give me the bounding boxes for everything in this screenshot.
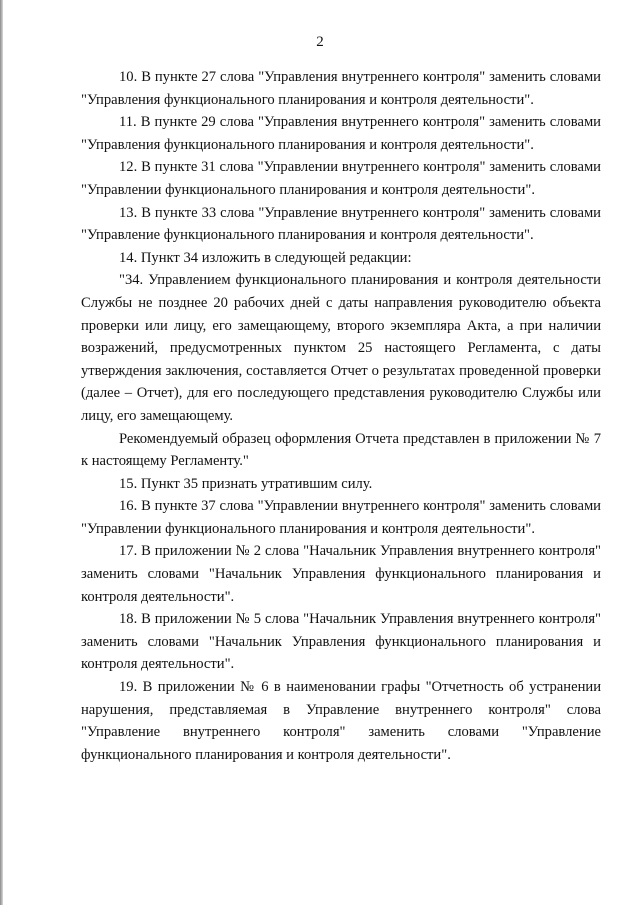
paragraph-item-17: 17. В приложении № 2 слова "Начальник Управления внутреннего контроля" заменить словами "Начальник Управления функционального планирования и контроля деятельности". — [81, 543, 601, 605]
paragraph-item-15: 15. Пункт 35 признать утратившим силу. — [119, 475, 373, 492]
document-body — [81, 66, 601, 766]
paragraph-quoted-point-34: "34. Управлением функционального планирования и контроля деятельности Службы не позднее 20 рабочих дней с даты направления руководителю объекта проверки или лицу, его замещающему, второго экземпляра Акта, а при наличии возражений, предусмотренных пунктом 25 настоящего Регламента, с даты утверждения заключения, составляется Отчет о результатах проведенной проверки (далее – Отчет), для его последующего представления руководителю Службы или лицу, его замещающему. — [81, 272, 601, 424]
paragraph-item-13: 13. В пункте 33 слова "Управление внутреннего контроля" заменить словами "Управление функционального планирования и контроля деятельности". — [81, 204, 601, 244]
paragraph-item-14: 14. Пункт 34 изложить в следующей редакции: — [119, 249, 412, 266]
paragraph-report-sample-note: Рекомендуемый образец оформления Отчета представлен в приложении № 7 к настоящему Регламенту." — [81, 430, 601, 470]
page-number: 2 — [316, 34, 324, 50]
paragraph-item-19: 19. В приложении № 6 в наименовании графы "Отчетность об устранении нарушения, представляемая в Управление внутреннего контроля" слова "Управление внутреннего контроля" заменить словами "Управление функционального планирования и контроля деятельности". — [81, 679, 601, 763]
paragraph-item-11: 11. В пункте 29 слова "Управления внутреннего контроля" заменить словами "Управления функционального планирования и контроля деятельности". — [81, 114, 601, 153]
scan-page-edge — [0, 0, 3, 905]
paragraph-item-16: 16. В пункте 37 слова "Управлении внутреннего контроля" заменить словами "Управлении функционального планирования и контроля деятельности". — [81, 498, 601, 537]
paragraph-item-18: 18. В приложении № 5 слова "Начальник Управления внутреннего контроля" заменить словами "Начальник Управления функционального планирования и контроля деятельности". — [81, 611, 601, 673]
paragraph-item-12: 12. В пункте 31 слова "Управлении внутреннего контроля" заменить словами "Управлении функционального планирования и контроля деятельности". — [81, 159, 601, 198]
paragraph-item-10: 10. В пункте 27 слова "Управления внутреннего контроля" заменить словами "Управления функционального планирования и контроля деятельности". — [81, 69, 601, 108]
